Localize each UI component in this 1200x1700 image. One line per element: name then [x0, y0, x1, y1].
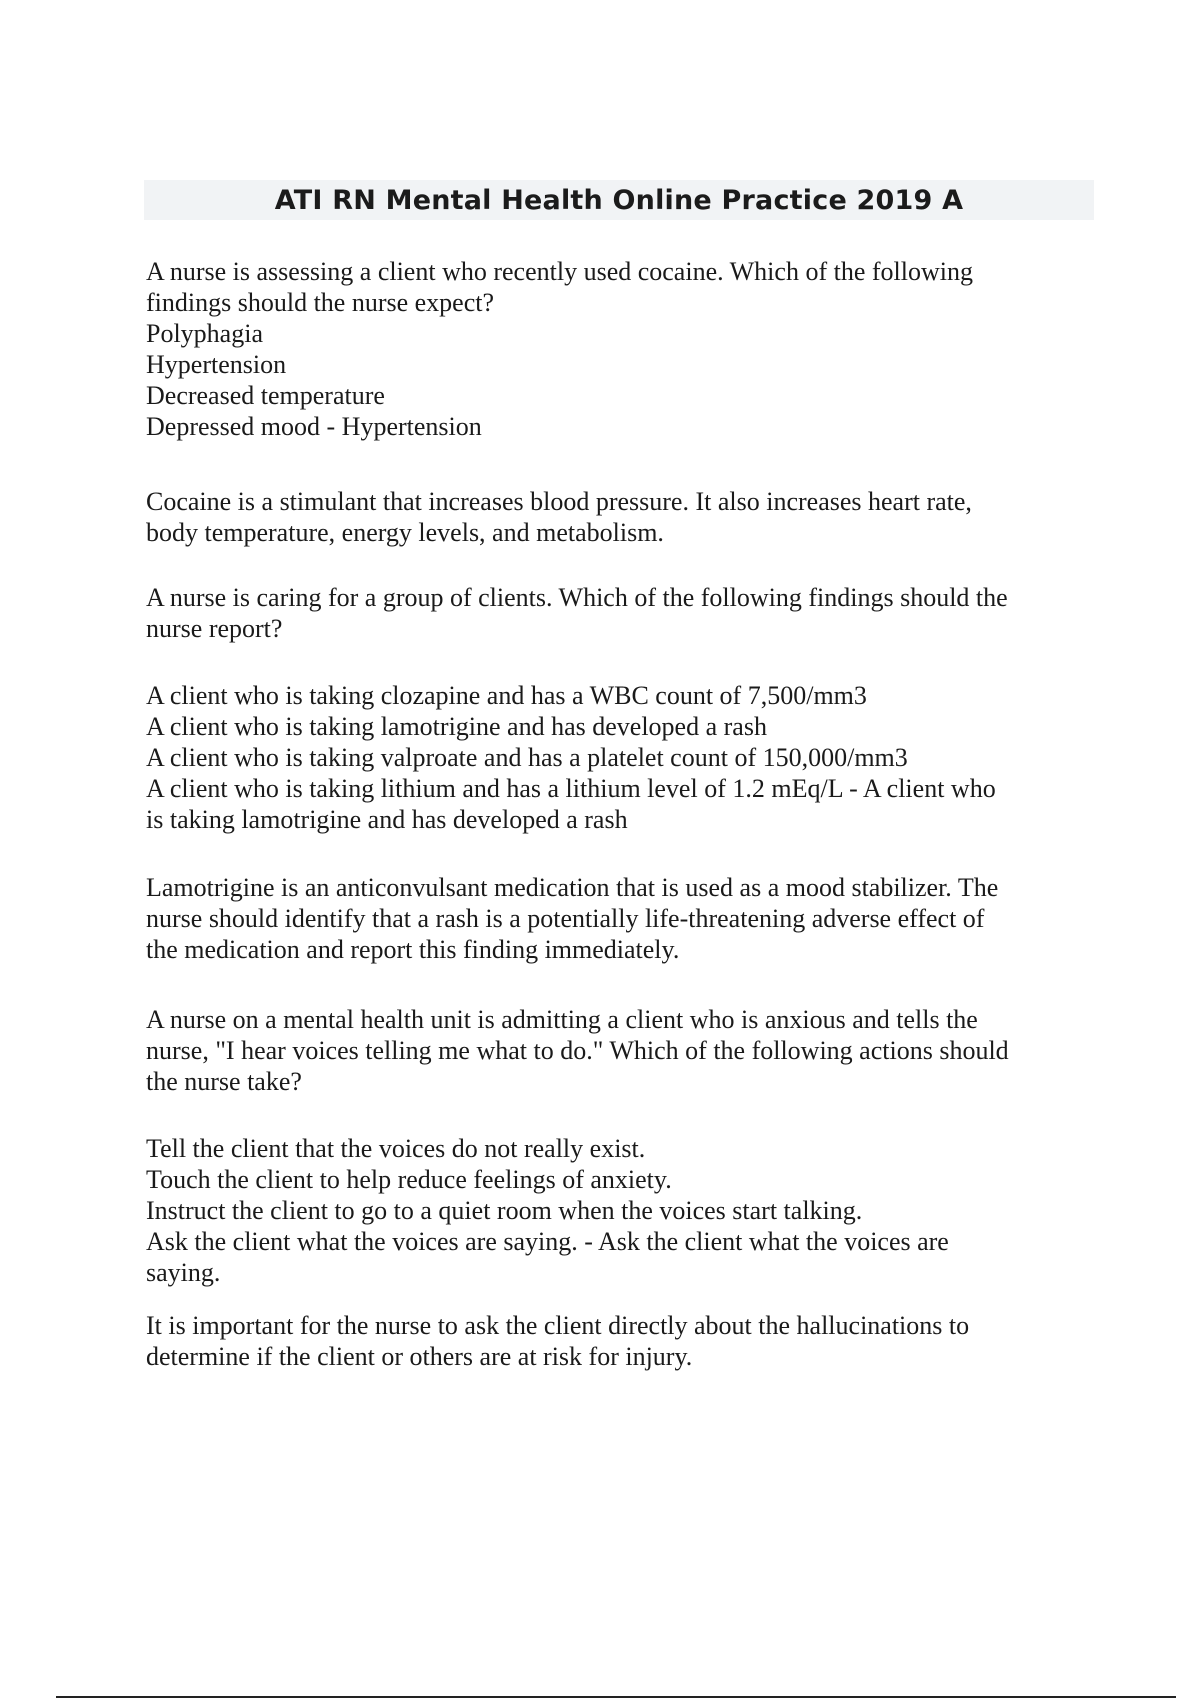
- explanation-line: Cocaine is a stimulant that increases blood pressure. It also increases heart rate,: [146, 487, 972, 516]
- explanation-line: determine if the client or others are at risk for injury.: [146, 1342, 693, 1371]
- question-1: [146, 256, 973, 442]
- question-2-option-1: A client who is taking clozapine and has a WBC count of 7,500/mm3: [146, 681, 867, 710]
- page-bottom-rule: [56, 1696, 1176, 1698]
- question-2-explanation: [146, 872, 998, 965]
- explanation-line: Lamotrigine is an anticonvulsant medication that is used as a mood stabilizer. The: [146, 873, 999, 902]
- page-title: ATI RN Mental Health Online Practice 2019 A: [274, 184, 964, 216]
- question-2: [146, 582, 1008, 835]
- question-3: [146, 1004, 1009, 1288]
- explanation-line: body temperature, energy levels, and metabolism.: [146, 518, 664, 547]
- question-1-explanation: [146, 486, 972, 548]
- question-3-option-3: Instruct the client to go to a quiet room when the voices start talking.: [146, 1196, 863, 1225]
- question-3-option-4: Ask the client what the voices are saying. - Ask the client what the voices are: [146, 1227, 949, 1256]
- explanation-line: It is important for the nurse to ask the client directly about the hallucinations to: [146, 1311, 970, 1340]
- question-2-stem-line-1: A nurse is caring for a group of clients. Which of the following findings should the: [146, 583, 1008, 612]
- question-1-option-2: Hypertension: [146, 350, 287, 379]
- question-3-option-2: Touch the client to help reduce feelings of anxiety.: [146, 1165, 672, 1194]
- spacer: [146, 644, 1008, 680]
- question-3-stem-line-1: A nurse on a mental health unit is admitting a client who is anxious and tells the: [146, 1005, 978, 1034]
- question-2-stem-line-2: nurse report?: [146, 614, 283, 643]
- explanation-line: the medication and report this finding immediately.: [146, 935, 680, 964]
- question-2-option-4-cont: is taking lamotrigine and has developed a rash: [146, 805, 628, 834]
- question-3-option-1: Tell the client that the voices do not really exist.: [146, 1134, 646, 1163]
- explanation-line: nurse should identify that a rash is a potentially life-threatening adverse effect of: [146, 904, 985, 933]
- question-1-option-4: Depressed mood - Hypertension: [146, 412, 482, 441]
- question-3-option-4-cont: saying.: [146, 1258, 221, 1287]
- question-2-option-2: A client who is taking lamotrigine and has developed a rash: [146, 712, 767, 741]
- title-banner: [144, 180, 1094, 220]
- spacer: [146, 1097, 1009, 1133]
- question-1-stem-line-1: A nurse is assessing a client who recently used cocaine. Which of the following: [146, 257, 973, 286]
- question-2-option-3: A client who is taking valproate and has a platelet count of 150,000/mm3: [146, 743, 908, 772]
- question-3-explanation: [146, 1310, 969, 1372]
- question-1-stem-line-2: findings should the nurse expect?: [146, 288, 495, 317]
- question-3-stem-line-2: nurse, "I hear voices telling me what to do." Which of the following actions should: [146, 1036, 1009, 1065]
- question-2-option-4: A client who is taking lithium and has a lithium level of 1.2 mEq/L - A client who: [146, 774, 996, 803]
- question-3-stem-line-3: the nurse take?: [146, 1067, 302, 1096]
- question-1-option-3: Decreased temperature: [146, 381, 385, 410]
- question-1-option-1: Polyphagia: [146, 319, 263, 348]
